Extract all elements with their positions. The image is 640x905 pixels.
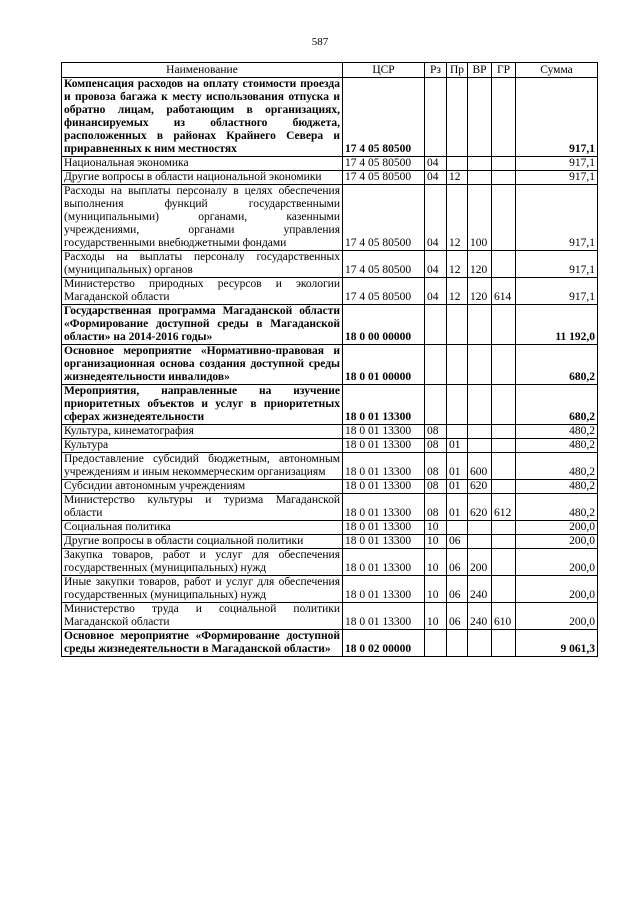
cell-pr <box>447 78 468 157</box>
cell-csr: 18 0 01 13300 <box>343 521 425 535</box>
cell-vr <box>468 385 492 425</box>
cell-csr: 18 0 01 13300 <box>343 494 425 521</box>
cell-pr: 06 <box>447 603 468 630</box>
cell-csr: 18 0 01 00000 <box>343 345 425 385</box>
table-row <box>62 385 598 425</box>
cell-sum: 680,2 <box>516 345 598 385</box>
cell-csr: 18 0 01 13300 <box>343 439 425 453</box>
cell-vr <box>468 345 492 385</box>
cell-csr: 17 4 05 80500 <box>343 157 425 171</box>
cell-rz: 08 <box>425 453 447 480</box>
cell-gr <box>492 305 516 345</box>
cell-rz: 08 <box>425 439 447 453</box>
cell-sum: 480,2 <box>516 453 598 480</box>
cell-rz: 10 <box>425 603 447 630</box>
table-row <box>62 576 598 603</box>
cell-csr: 17 4 05 80500 <box>343 78 425 157</box>
cell-gr <box>492 630 516 657</box>
cell-name: Субсидии автономным учреждениям <box>62 480 343 494</box>
cell-vr: 600 <box>468 453 492 480</box>
cell-sum: 200,0 <box>516 576 598 603</box>
cell-gr <box>492 251 516 278</box>
cell-pr <box>447 630 468 657</box>
cell-rz <box>425 78 447 157</box>
cell-sum: 917,1 <box>516 278 598 305</box>
cell-pr: 01 <box>447 453 468 480</box>
cell-sum: 9 061,3 <box>516 630 598 657</box>
cell-gr <box>492 385 516 425</box>
cell-pr: 01 <box>447 480 468 494</box>
header-name: Наименование <box>62 63 343 78</box>
cell-csr: 18 0 01 13300 <box>343 535 425 549</box>
cell-vr <box>468 630 492 657</box>
cell-gr <box>492 453 516 480</box>
cell-csr: 18 0 01 13300 <box>343 385 425 425</box>
cell-rz <box>425 385 447 425</box>
cell-rz <box>425 345 447 385</box>
header-rz: Рз <box>425 63 447 78</box>
cell-name: Мероприятия, направленные на изучение приоритетных объектов и услуг в приоритетных сферах жизнедеятельности <box>62 385 343 425</box>
cell-pr <box>447 521 468 535</box>
cell-gr <box>492 576 516 603</box>
cell-vr: 620 <box>468 480 492 494</box>
cell-vr: 240 <box>468 576 492 603</box>
cell-gr <box>492 345 516 385</box>
cell-vr <box>468 171 492 185</box>
cell-sum: 480,2 <box>516 425 598 439</box>
cell-sum: 200,0 <box>516 549 598 576</box>
cell-rz <box>425 630 447 657</box>
cell-gr <box>492 549 516 576</box>
cell-csr: 18 0 01 13300 <box>343 480 425 494</box>
cell-gr: 612 <box>492 494 516 521</box>
cell-vr: 240 <box>468 603 492 630</box>
budget-table <box>61 62 598 657</box>
cell-name: Другие вопросы в области социальной политики <box>62 535 343 549</box>
cell-pr: 12 <box>447 171 468 185</box>
cell-csr: 18 0 01 13300 <box>343 549 425 576</box>
cell-sum: 480,2 <box>516 494 598 521</box>
table-row <box>62 549 598 576</box>
cell-csr: 18 0 01 13300 <box>343 425 425 439</box>
cell-name: Культура <box>62 439 343 453</box>
cell-csr: 18 0 01 13300 <box>343 453 425 480</box>
cell-name: Основное мероприятие «Нормативно-правовая и организационная основа создания доступной среды жизнедеятельности инвалидов» <box>62 345 343 385</box>
cell-gr <box>492 480 516 494</box>
cell-rz: 10 <box>425 521 447 535</box>
cell-gr <box>492 439 516 453</box>
cell-sum: 917,1 <box>516 251 598 278</box>
cell-sum: 680,2 <box>516 385 598 425</box>
cell-name: Предоставление субсидий бюджетным, автономным учреждениям и иным некоммерческим организациям <box>62 453 343 480</box>
cell-vr: 120 <box>468 278 492 305</box>
cell-vr <box>468 535 492 549</box>
cell-gr <box>492 535 516 549</box>
cell-sum: 917,1 <box>516 157 598 171</box>
cell-pr <box>447 425 468 439</box>
cell-name: Иные закупки товаров, работ и услуг для обеспечения государственных (муниципальных) нужд <box>62 576 343 603</box>
cell-csr: 18 0 02 00000 <box>343 630 425 657</box>
cell-sum: 200,0 <box>516 535 598 549</box>
cell-gr <box>492 521 516 535</box>
cell-rz: 04 <box>425 251 447 278</box>
cell-rz: 08 <box>425 425 447 439</box>
cell-csr: 17 4 05 80500 <box>343 185 425 251</box>
page-number: 587 <box>311 36 329 48</box>
cell-name: Компенсация расходов на оплату стоимости проезда и провоза багажа к месту использования отпуска и обратно лицам, работающим в организациях, финансируемых из областного бюджета, расположенных в районах Крайнего Севера и приравненных к ним местностях <box>62 78 343 157</box>
cell-gr <box>492 185 516 251</box>
table-row <box>62 278 598 305</box>
table-row <box>62 521 598 535</box>
cell-pr: 12 <box>447 278 468 305</box>
cell-name: Государственная программа Магаданской области «Формирование доступной среды в Магаданской области» на 2014-2016 годы» <box>62 305 343 345</box>
cell-name: Министерство труда и социальной политики Магаданской области <box>62 603 343 630</box>
cell-csr: 17 4 05 80500 <box>343 278 425 305</box>
table-row <box>62 157 598 171</box>
cell-rz: 10 <box>425 576 447 603</box>
cell-sum: 480,2 <box>516 439 598 453</box>
cell-vr <box>468 78 492 157</box>
table-row <box>62 185 598 251</box>
cell-csr: 18 0 01 13300 <box>343 576 425 603</box>
cell-name: Другие вопросы в области национальной экономики <box>62 171 343 185</box>
table-row <box>62 345 598 385</box>
cell-name: Основное мероприятие «Формирование доступной среды жизнедеятельности в Магаданской области» <box>62 630 343 657</box>
cell-vr <box>468 425 492 439</box>
cell-sum: 11 192,0 <box>516 305 598 345</box>
cell-pr: 06 <box>447 549 468 576</box>
cell-name: Социальная политика <box>62 521 343 535</box>
cell-csr: 17 4 05 80500 <box>343 171 425 185</box>
cell-pr <box>447 385 468 425</box>
table-header-row <box>62 63 598 78</box>
cell-vr: 620 <box>468 494 492 521</box>
cell-rz: 04 <box>425 278 447 305</box>
cell-rz: 08 <box>425 494 447 521</box>
cell-name: Министерство природных ресурсов и экологии Магаданской области <box>62 278 343 305</box>
table-row <box>62 630 598 657</box>
cell-rz: 08 <box>425 480 447 494</box>
table-row <box>62 305 598 345</box>
cell-pr <box>447 157 468 171</box>
cell-sum: 917,1 <box>516 78 598 157</box>
cell-vr <box>468 305 492 345</box>
cell-csr: 18 0 00 00000 <box>343 305 425 345</box>
cell-vr: 100 <box>468 185 492 251</box>
table-row <box>62 453 598 480</box>
table-row <box>62 251 598 278</box>
table-row <box>62 425 598 439</box>
table-row <box>62 480 598 494</box>
cell-vr <box>468 521 492 535</box>
table-row <box>62 78 598 157</box>
header-csr: ЦСР <box>343 63 425 78</box>
cell-rz: 04 <box>425 185 447 251</box>
cell-vr <box>468 439 492 453</box>
cell-rz: 10 <box>425 535 447 549</box>
cell-pr: 06 <box>447 576 468 603</box>
table-row <box>62 171 598 185</box>
header-gr: ГР <box>492 63 516 78</box>
cell-pr: 06 <box>447 535 468 549</box>
header-pr: Пр <box>447 63 468 78</box>
cell-gr <box>492 78 516 157</box>
cell-vr: 120 <box>468 251 492 278</box>
table-row <box>62 603 598 630</box>
cell-vr <box>468 157 492 171</box>
cell-name: Расходы на выплаты персоналу государственных (муниципальных) органов <box>62 251 343 278</box>
table-row <box>62 535 598 549</box>
table-row <box>62 439 598 453</box>
cell-sum: 200,0 <box>516 603 598 630</box>
cell-rz: 04 <box>425 157 447 171</box>
cell-pr <box>447 305 468 345</box>
cell-rz: 04 <box>425 171 447 185</box>
cell-name: Закупка товаров, работ и услуг для обеспечения государственных (муниципальных) нужд <box>62 549 343 576</box>
cell-sum: 917,1 <box>516 185 598 251</box>
cell-sum: 480,2 <box>516 480 598 494</box>
cell-pr: 12 <box>447 185 468 251</box>
cell-sum: 917,1 <box>516 171 598 185</box>
cell-name: Расходы на выплаты персоналу в целях обеспечения выполнения функций государственными (муниципальными) органами, казенными учреждениями, органами управления государственными внебюджетными фондами <box>62 185 343 251</box>
cell-pr: 12 <box>447 251 468 278</box>
header-vr: ВР <box>468 63 492 78</box>
cell-pr: 01 <box>447 494 468 521</box>
cell-gr <box>492 425 516 439</box>
cell-gr <box>492 171 516 185</box>
cell-rz <box>425 305 447 345</box>
header-sum: Сумма <box>516 63 598 78</box>
cell-gr <box>492 157 516 171</box>
cell-csr: 18 0 01 13300 <box>343 603 425 630</box>
cell-pr: 01 <box>447 439 468 453</box>
cell-csr: 17 4 05 80500 <box>343 251 425 278</box>
cell-name: Министерство культуры и туризма Магаданской области <box>62 494 343 521</box>
cell-name: Культура, кинематография <box>62 425 343 439</box>
table-row <box>62 494 598 521</box>
cell-gr: 610 <box>492 603 516 630</box>
cell-name: Национальная экономика <box>62 157 343 171</box>
cell-sum: 200,0 <box>516 521 598 535</box>
cell-vr: 200 <box>468 549 492 576</box>
cell-gr: 614 <box>492 278 516 305</box>
cell-rz: 10 <box>425 549 447 576</box>
cell-pr <box>447 345 468 385</box>
